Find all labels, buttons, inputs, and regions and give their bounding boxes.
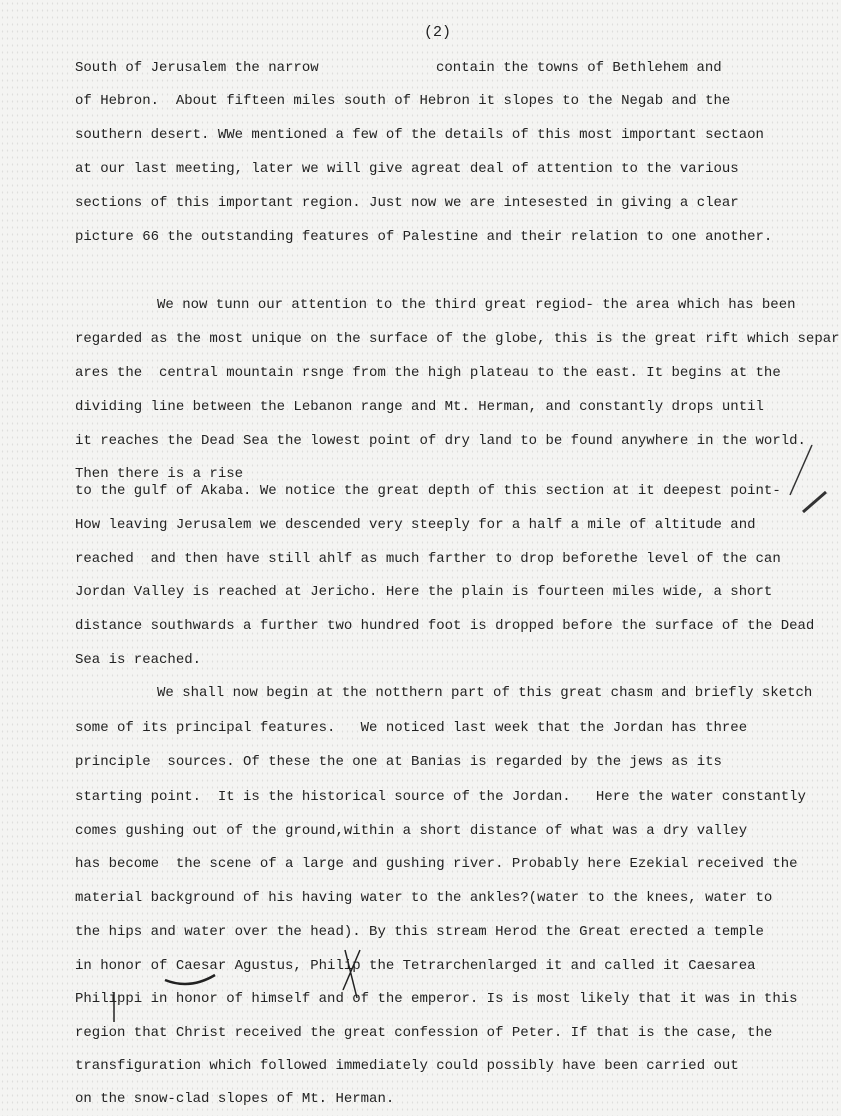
text-line: ares the central mountain rsnge from the high plateau to the east. It begins at the	[75, 365, 781, 381]
text-line: sections of this important region. Just now we are intesested in giving a clear	[75, 195, 739, 211]
text-line: at our last meeting, later we will give agreat deal of attention to the various	[75, 161, 739, 177]
text-line: regarded as the most unique on the surface of the globe, this is the great rift which separ	[75, 331, 840, 347]
text-line: to the gulf of Akaba. We notice the great depth of this section at it deepest point-	[75, 483, 781, 499]
text-line: We now tunn our attention to the third great regiod- the area which has been	[157, 297, 796, 313]
text-line: dividing line between the Lebanon range and Mt. Herman, and constantly drops until	[75, 399, 764, 415]
text-line: We shall now begin at the notthern part of this great chasm and briefly sketch	[157, 685, 813, 701]
text-line: some of its principal features. We noticed last week that the Jordan has three	[75, 720, 748, 736]
text-line: contain the towns of Bethlehem and	[436, 60, 722, 76]
text-line: Sea is reached.	[75, 652, 202, 668]
text-line: has become the scene of a large and gushing river. Probably here Ezekial received the	[75, 856, 798, 872]
text-line: transfiguration which followed immediately could possibly have been carried out	[75, 1058, 739, 1074]
text-line: principle sources. Of these the one at Banias is regarded by the jews as its	[75, 754, 722, 770]
text-line: on the snow-clad slopes of Mt. Herman.	[75, 1091, 395, 1107]
text-line: Then there is a rise	[75, 466, 244, 482]
text-line: distance southwards a further two hundred foot is dropped before the surface of the Dead	[75, 618, 815, 634]
text-line: material background of his having water to the ankles?(water to the knees, water to	[75, 890, 773, 906]
text-line: southern desert. WWe mentioned a few of the details of this most important sectaon	[75, 127, 764, 143]
text-line: comes gushing out of the ground,within a short distance of what was a dry valley	[75, 823, 748, 839]
text-line: region that Christ received the great confession of Peter. If that is the case, the	[75, 1025, 773, 1041]
text-line: picture 66 the outstanding features of Palestine and their relation to one another.	[75, 229, 773, 245]
text-line: Philippi in honor of himself and of the emperor. Is is most likely that it was in this	[75, 991, 798, 1007]
text-line: it reaches the Dead Sea the lowest point of dry land to be found anywhere in the world.	[75, 433, 806, 449]
text-line: in honor of Caesar Agustus, Philip the Tetrarchenlarged it and called it Caesarea	[75, 958, 756, 974]
margin-dash-mark	[803, 492, 826, 512]
text-line: of Hebron. About fifteen miles south of Hebron it slopes to the Negab and the	[75, 93, 731, 109]
text-line: How leaving Jerusalem we descended very steeply for a half a mile of altitude and	[75, 517, 756, 533]
text-line: Jordan Valley is reached at Jericho. Here the plain is fourteen miles wide, a short	[75, 584, 773, 600]
margin-slash-mark	[790, 445, 812, 495]
text-line: starting point. It is the historical source of the Jordan. Here the water constantly	[75, 789, 806, 805]
text-line: reached and then have still ahlf as much farther to drop beforethe level of the can	[75, 551, 781, 567]
underline-mark	[165, 975, 215, 984]
text-line: the hips and water over the head). By this stream Herod the Great erected a temple	[75, 924, 764, 940]
page-number: (2)	[424, 24, 452, 41]
text-line: South of Jerusalem the narrow	[75, 60, 319, 76]
